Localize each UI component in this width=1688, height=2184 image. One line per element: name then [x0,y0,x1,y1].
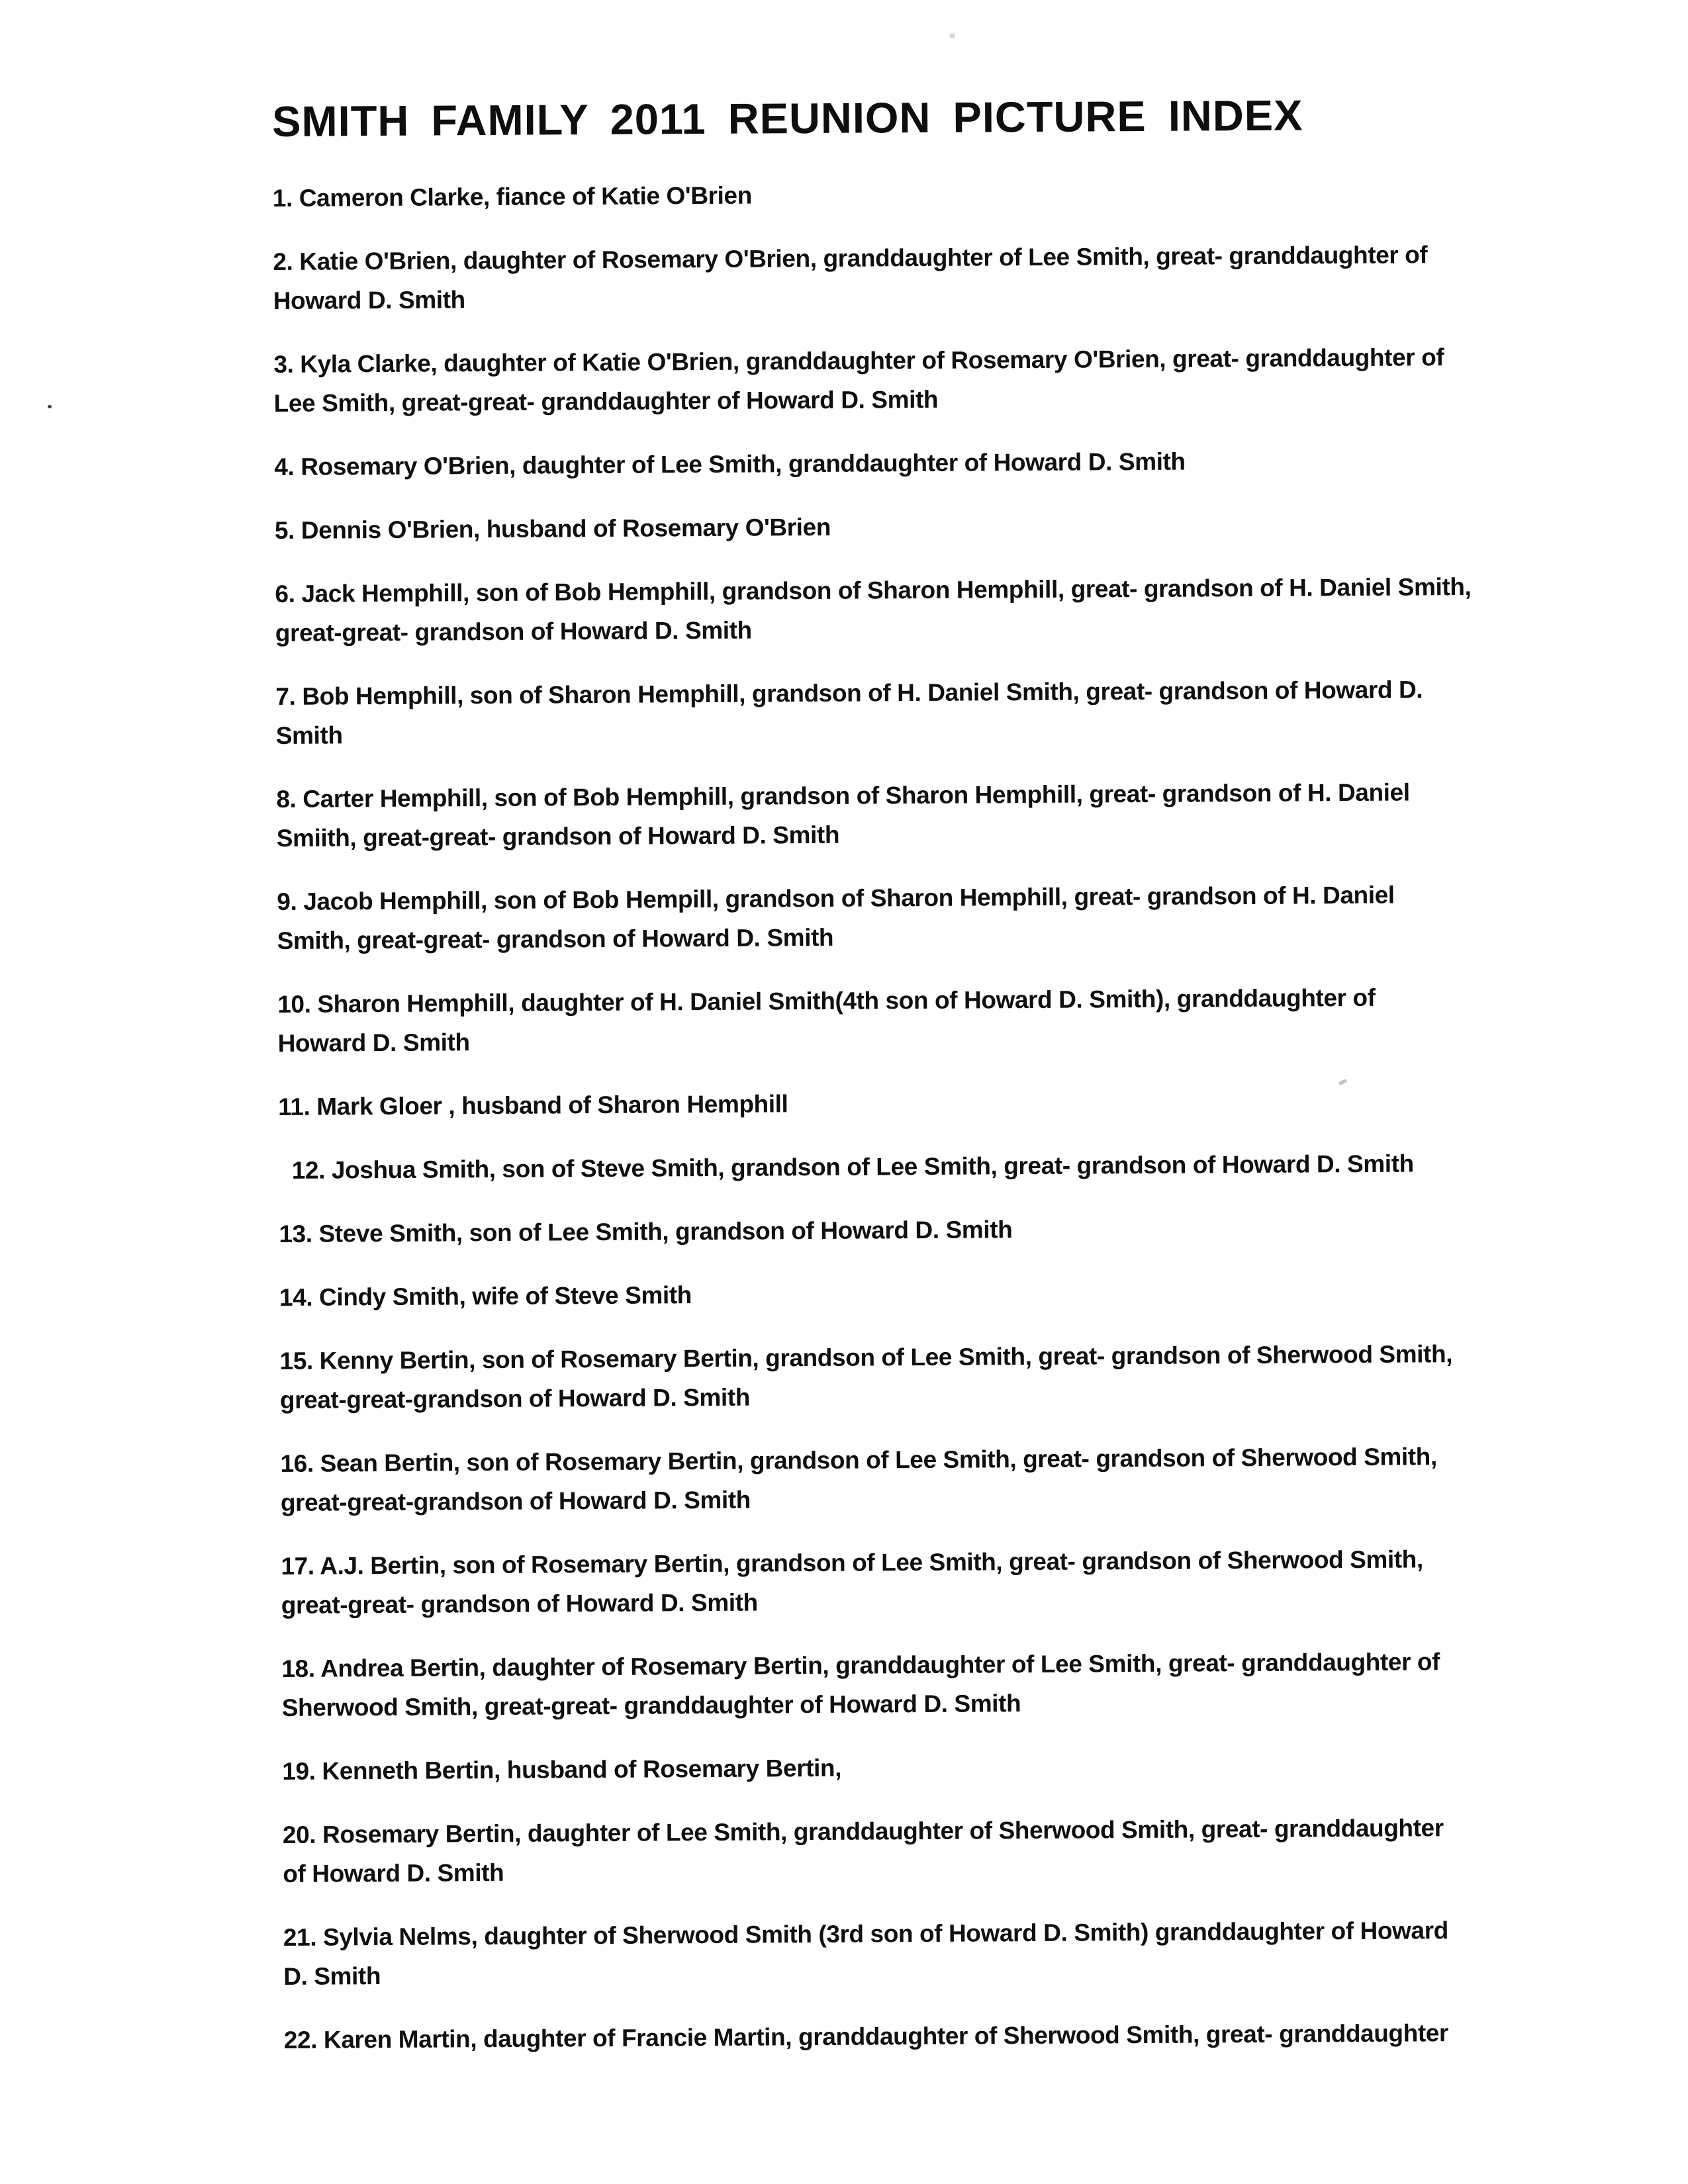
list-item [281,1641,1500,1727]
list-item-line: Sherwood Smith, great-great- granddaughter of Howard D. Smith [281,1689,1021,1721]
list-item-line: 17. A.J. Bertin, son of Rosemary Bertin, grandson of Lee Smith, great- grandson of Sherwood Smith, [281,1545,1423,1580]
list-item-line: 9. Jacob Hemphill, son of Bob Hempill, grandson of Sharon Hemphill, great- grandson of H. Daniel [277,881,1395,915]
list-item-line: Lee Smith, great-great- granddaughter of Howard D. Smith [273,385,939,417]
list-item [275,669,1494,754]
list-item [276,772,1495,857]
list-item [275,567,1493,652]
list-item-line: 22. Karen Martin, daughter of Francie Martin, granddaughter of Sherwood Smith, great- granddaughter [283,2019,1449,2054]
scan-artifact [48,405,52,408]
list-item-line: D. Smith [283,1962,381,1990]
list-item [277,874,1495,960]
list-item-line: great-great- grandson of Howard D. Smith [275,616,752,647]
list-item [281,1539,1499,1624]
list-item-line: Howard D. Smith [277,1028,470,1057]
list-item [273,171,1491,217]
list-item-line: Smith, great-great- grandson of Howard D. Smith [277,923,834,954]
list-item [279,1334,1498,1419]
list-item-line: 19. Kenneth Bertin, husband of Rosemary Bertin, [282,1754,842,1785]
list-item-line: 11. Mark Gloer , husband of Sharon Hemphill [278,1089,788,1120]
list-item [273,337,1492,422]
list-item-line: Smith [275,721,343,749]
list-item-line: 21. Sylvia Nelms, daughter of Sherwood Smith (3rd son of Howard D. Smith) granddaughter of Howard [283,1916,1448,1951]
list-item-line: 15. Kenny Bertin, son of Rosemary Bertin, grandson of Lee Smith, great- grandson of Sherwood Smith, [279,1340,1453,1375]
list-item-line: 4. Rosemary O'Brien, daughter of Lee Smith, granddaughter of Howard D. Smith [274,447,1186,480]
list-item [279,1270,1497,1316]
list-item-line: 2. Katie O'Brien, daughter of Rosemary O'Brien, granddaughter of Lee Smith, great- granddaughter of [273,240,1428,275]
list-item [277,977,1496,1062]
list-item-line: 8. Carter Hemphill, son of Bob Hemphill, grandson of Sharon Hemphill, great- grandson of H. Daniel [276,778,1410,813]
list-item-line: 16. Sean Bertin, son of Rosemary Bertin, grandson of Lee Smith, great- grandson of Sherwood Smith, [280,1442,1437,1477]
list-item-line: 18. Andrea Bertin, daughter of Rosemary Bertin, granddaughter of Lee Smith, great- granddaughter of [281,1647,1440,1682]
scan-artifact [949,33,955,38]
list-item-line: Smiith, great-great- grandson of Howard D. Smith [276,821,840,852]
list-item-line: 13. Steve Smith, son of Lee Smith, grandson of Howard D. Smith [279,1215,1013,1248]
list-item-line: 20. Rosemary Bertin, daughter of Lee Smith, granddaughter of Sherwood Smith, great- granddaughter [282,1813,1444,1848]
list-item [284,2013,1502,2059]
list-item-line: great-great- grandson of Howard D. Smith [281,1588,758,1619]
list-item-line: of Howard D. Smith [283,1858,504,1888]
list-item-line: 5. Dennis O'Brien, husband of Rosemary O'Brien [274,513,831,544]
list-item [280,1436,1499,1522]
list-item-line: 10. Sharon Hemphill, daughter of H. Daniel Smith(4th son of Howard D. Smith), granddaughter of [277,983,1376,1018]
list-item-line: 12. Joshua Smith, son of Steve Smith, grandson of Lee Smith, great- grandson of Howard D. Smith [291,1149,1414,1184]
list-item-line: great-great-grandson of Howard D. Smith [280,1486,751,1516]
list-item-line: Howard D. Smith [273,285,465,314]
list-item [282,1744,1500,1790]
list-item [283,1807,1501,1893]
list-item [278,1079,1496,1126]
list-item-line: 7. Bob Hemphill, son of Sharon Hemphill, grandson of H. Daniel Smith, great- grandson of Howard D. [275,675,1423,710]
list-item-line: 3. Kyla Clarke, daughter of Katie O'Brien, granddaughter of Rosemary O'Brien, great- granddaughter of [273,343,1444,378]
list-item [275,503,1493,549]
list-item [273,234,1491,320]
list-item [279,1143,1497,1189]
list-item [279,1206,1497,1253]
list-item-line: great-great-grandson of Howard D. Smith [279,1383,751,1414]
list-item [274,439,1492,486]
list-item [283,1910,1502,1995]
list-item-line: 1. Cameron Clarke, fiance of Katie O'Brien [272,181,752,212]
list-item-line: 6. Jack Hemphill, son of Bob Hemphill, grandson of Sharon Hemphill, great- grandson of H. Daniel Smith, [275,572,1472,608]
scanned-document-page [271,0,1502,2083]
list-item-line: 14. Cindy Smith, wife of Steve Smith [279,1281,692,1311]
picture-index-list [273,171,1502,2059]
page-title: SMITH FAMILY 2011 REUNION PICTURE INDEX [271,91,1303,146]
